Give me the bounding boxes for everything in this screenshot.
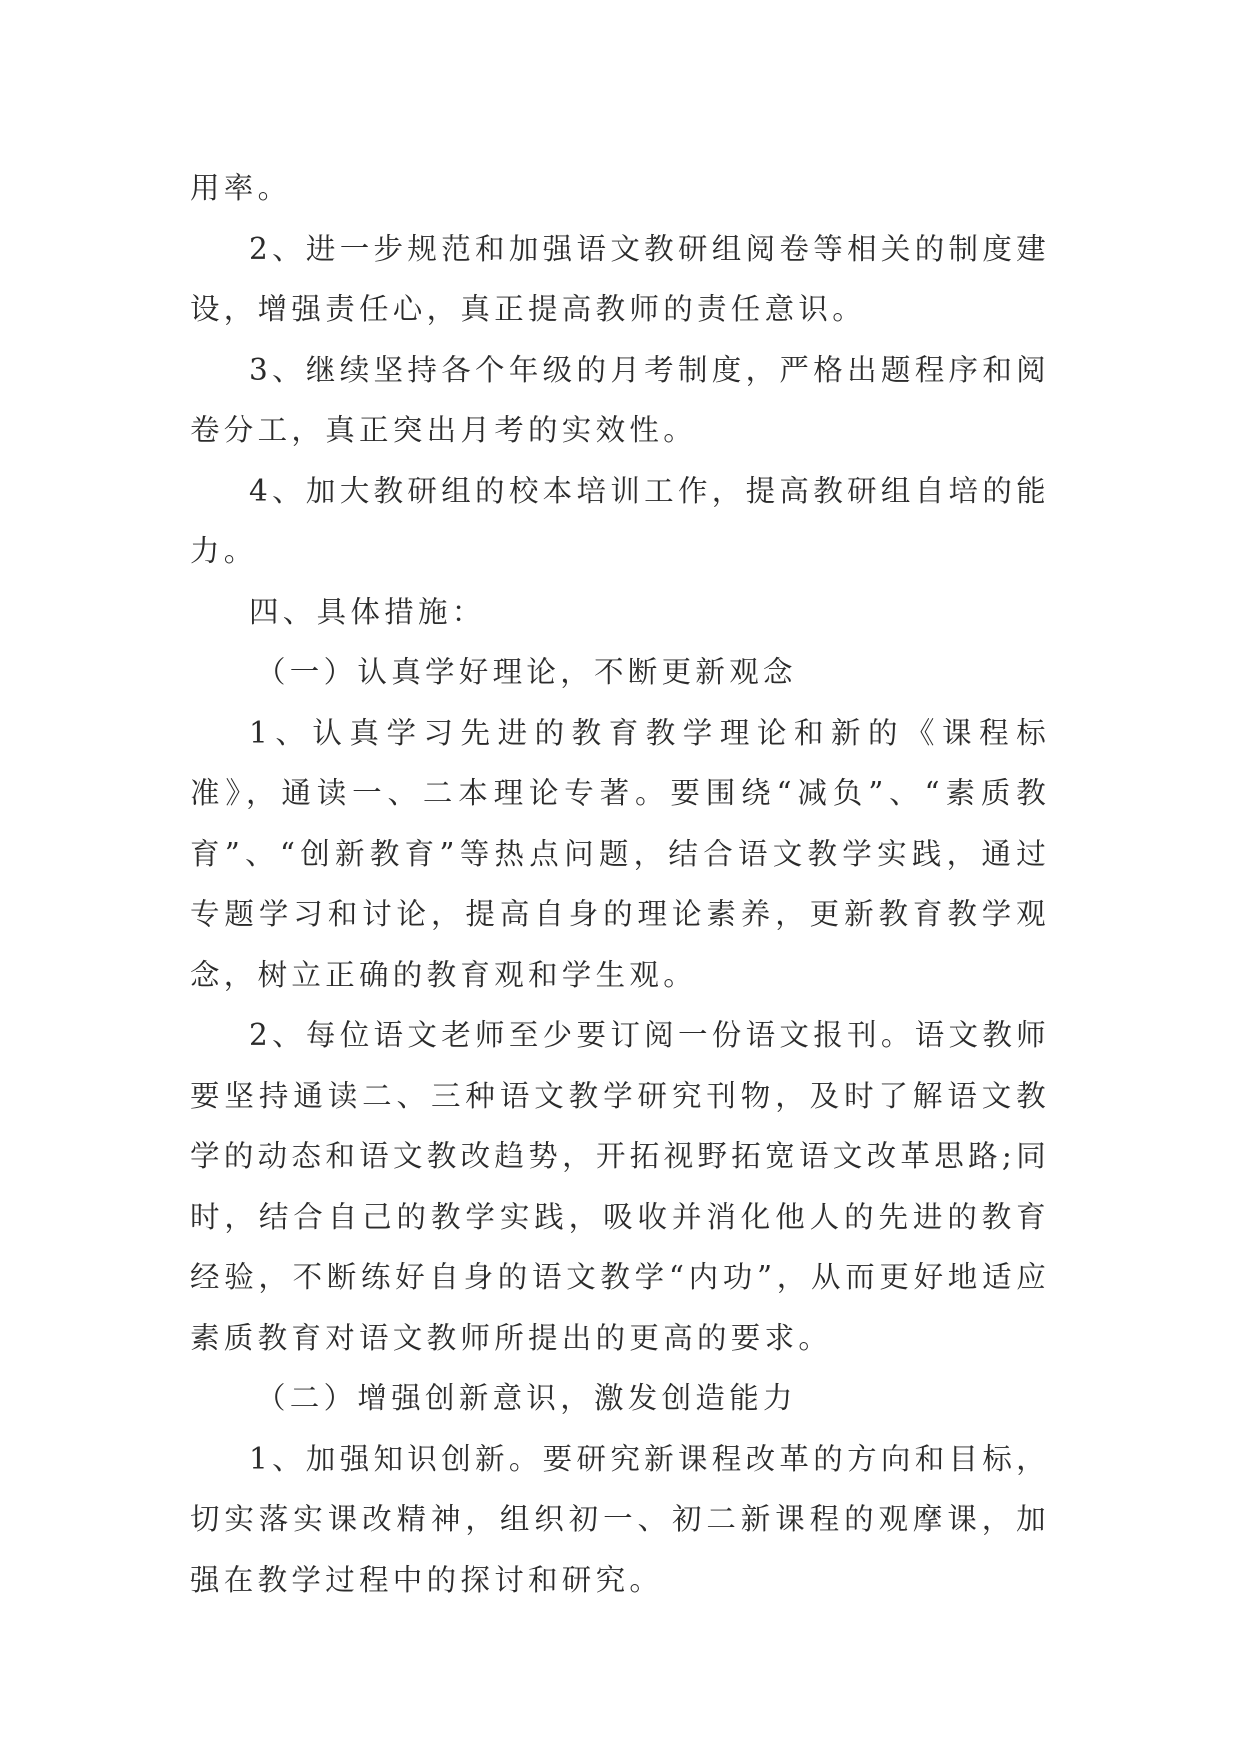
paragraph-item-3: 3、继续坚持各个年级的月考制度，严格出题程序和阅卷分工，真正突出月考的实效性。 (190, 352, 1050, 447)
paragraph-theory-2: 2、每位语文老师至少要订阅一份语文报刊。语文教师要坚持通读二、三种语文教学研究刊物，及时了解语文教学的动态和语文教改趋势，开拓视野拓宽语文改革思路;同时，结合自己的教学实践，吸收并消化他人的先进的教育经验，不断练好自身的语文教学“内功”，从而更好地适应素质教育对语文教师所提出的更高的要求。 (190, 1018, 1050, 1355)
paragraph-continuation: 用率。 (190, 171, 292, 205)
paragraph-innovation-1: 1、加强知识创新。要研究新课程改革的方向和目标，切实落实课改精神，组织初一、初二新课程的观摩课，加强在教学过程中的探讨和研究。 (190, 1441, 1050, 1597)
paragraph-theory-1: 1、认真学习先进的教育教学理论和新的《课程标准》，通读一、二本理论专著。要围绕“减负”、“素质教育”、“创新教育”等热点问题，结合语文教学实践，通过专题学习和讨论，提高自身的理论素养，更新教育教学观念，树立正确的教育观和学生观。 (190, 715, 1050, 992)
subsection-heading-innovation: （二）增强创新意识，激发创造能力 (256, 1381, 797, 1415)
section-heading-measures: 四、具体措施： (249, 594, 486, 629)
paragraph-item-2: 2、进一步规范和加强语文教研组阅卷等相关的制度建设，增强责任心，真正提高教师的责任意识。 (190, 231, 1050, 326)
paragraph-item-4: 4、加大教研组的校本培训工作，提高教研组自培的能力。 (190, 473, 1050, 568)
subsection-heading-theory: （一）认真学好理论，不断更新观念 (256, 655, 797, 689)
document-body (190, 158, 1050, 1610)
